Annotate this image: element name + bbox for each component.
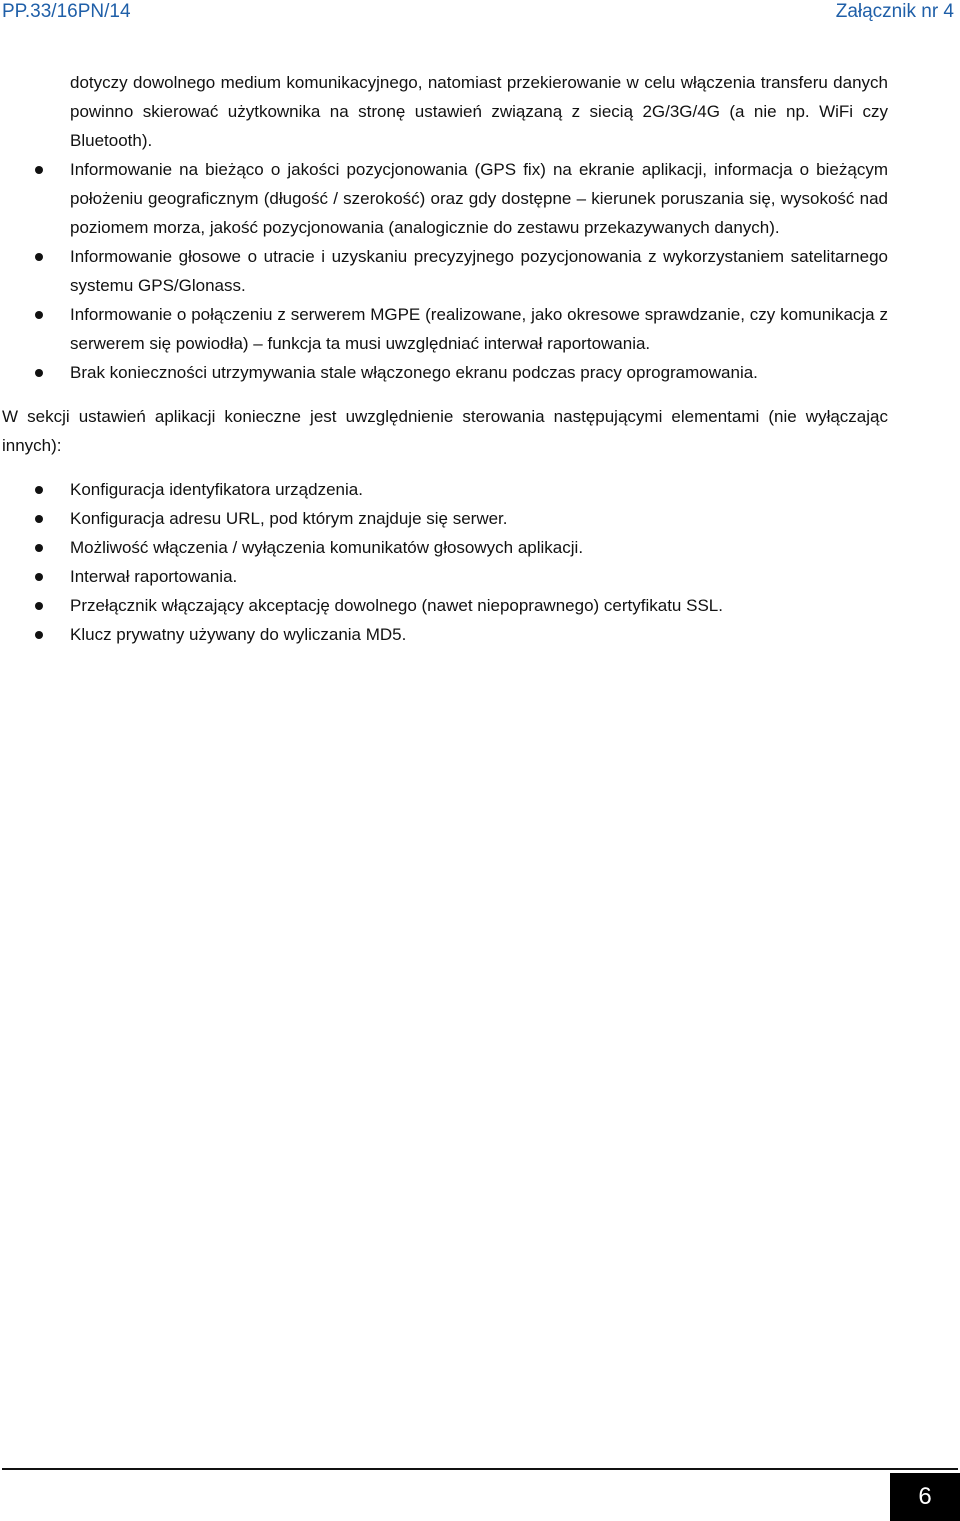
document-number: PP.33/16PN/14 [2, 1, 131, 22]
requirements-list [0, 155, 960, 387]
list-item: Informowanie o połączeniu z serwerem MGPE (realizowane, jako okresowe sprawdzanie, czy komunikacja z serwerem się powiodła) – funkcja ta musi uwzględniać interwał raportowania. [70, 300, 888, 358]
list-item: Brak konieczności utrzymywania stale włączonego ekranu podczas pracy oprogramowania. [70, 358, 888, 387]
continued-paragraph: dotyczy dowolnego medium komunikacyjnego, natomiast przekierowanie w celu włączenia transferu danych powinno skierować użytkownika na stronę ustawień związaną z siecią 2G/3G/4G (a nie np. WiFi czy Bluetooth). [70, 73, 888, 150]
list-item: Interwał raportowania. [70, 562, 888, 591]
list-item: Konfiguracja identyfikatora urządzenia. [70, 475, 888, 504]
page-number: 6 [918, 1483, 932, 1510]
document-body [0, 68, 960, 649]
list-item: Konfiguracja adresu URL, pod którym znajduje się serwer. [70, 504, 888, 533]
list-item: Przełącznik włączający akceptację dowolnego (nawet niepoprawnego) certyfikatu SSL. [70, 591, 888, 620]
settings-list [0, 475, 960, 649]
attachment-label: Załącznik nr 4 [835, 1, 954, 22]
list-item: Możliwość włączenia / wyłączenia komunikatów głosowych aplikacji. [70, 533, 888, 562]
footer-divider [2, 1468, 958, 1470]
list-item: Klucz prywatny używany do wyliczania MD5. [70, 620, 888, 649]
list-item: Informowanie głosowe o utracie i uzyskaniu precyzyjnego pozycjonowania z wykorzystaniem satelitarnego systemu GPS/Glonass. [70, 242, 888, 300]
page-number-box [890, 1473, 960, 1521]
page-header [0, 0, 960, 28]
list-item: Informowanie na bieżąco o jakości pozycjonowania (GPS fix) na ekranie aplikacji, informacja o bieżącym położeniu geograficznym (długość / szerokość) oraz gdy dostępne – kierunek poruszania się, wysokość nad poziomem morza, jakość pozycjonowania (analogicznie do zestawu przekazywanych danych). [70, 155, 888, 242]
settings-intro-paragraph: W sekcji ustawień aplikacji konieczne jest uwzględnienie sterowania następującymi elementami (nie wyłączając innych): [2, 407, 888, 455]
